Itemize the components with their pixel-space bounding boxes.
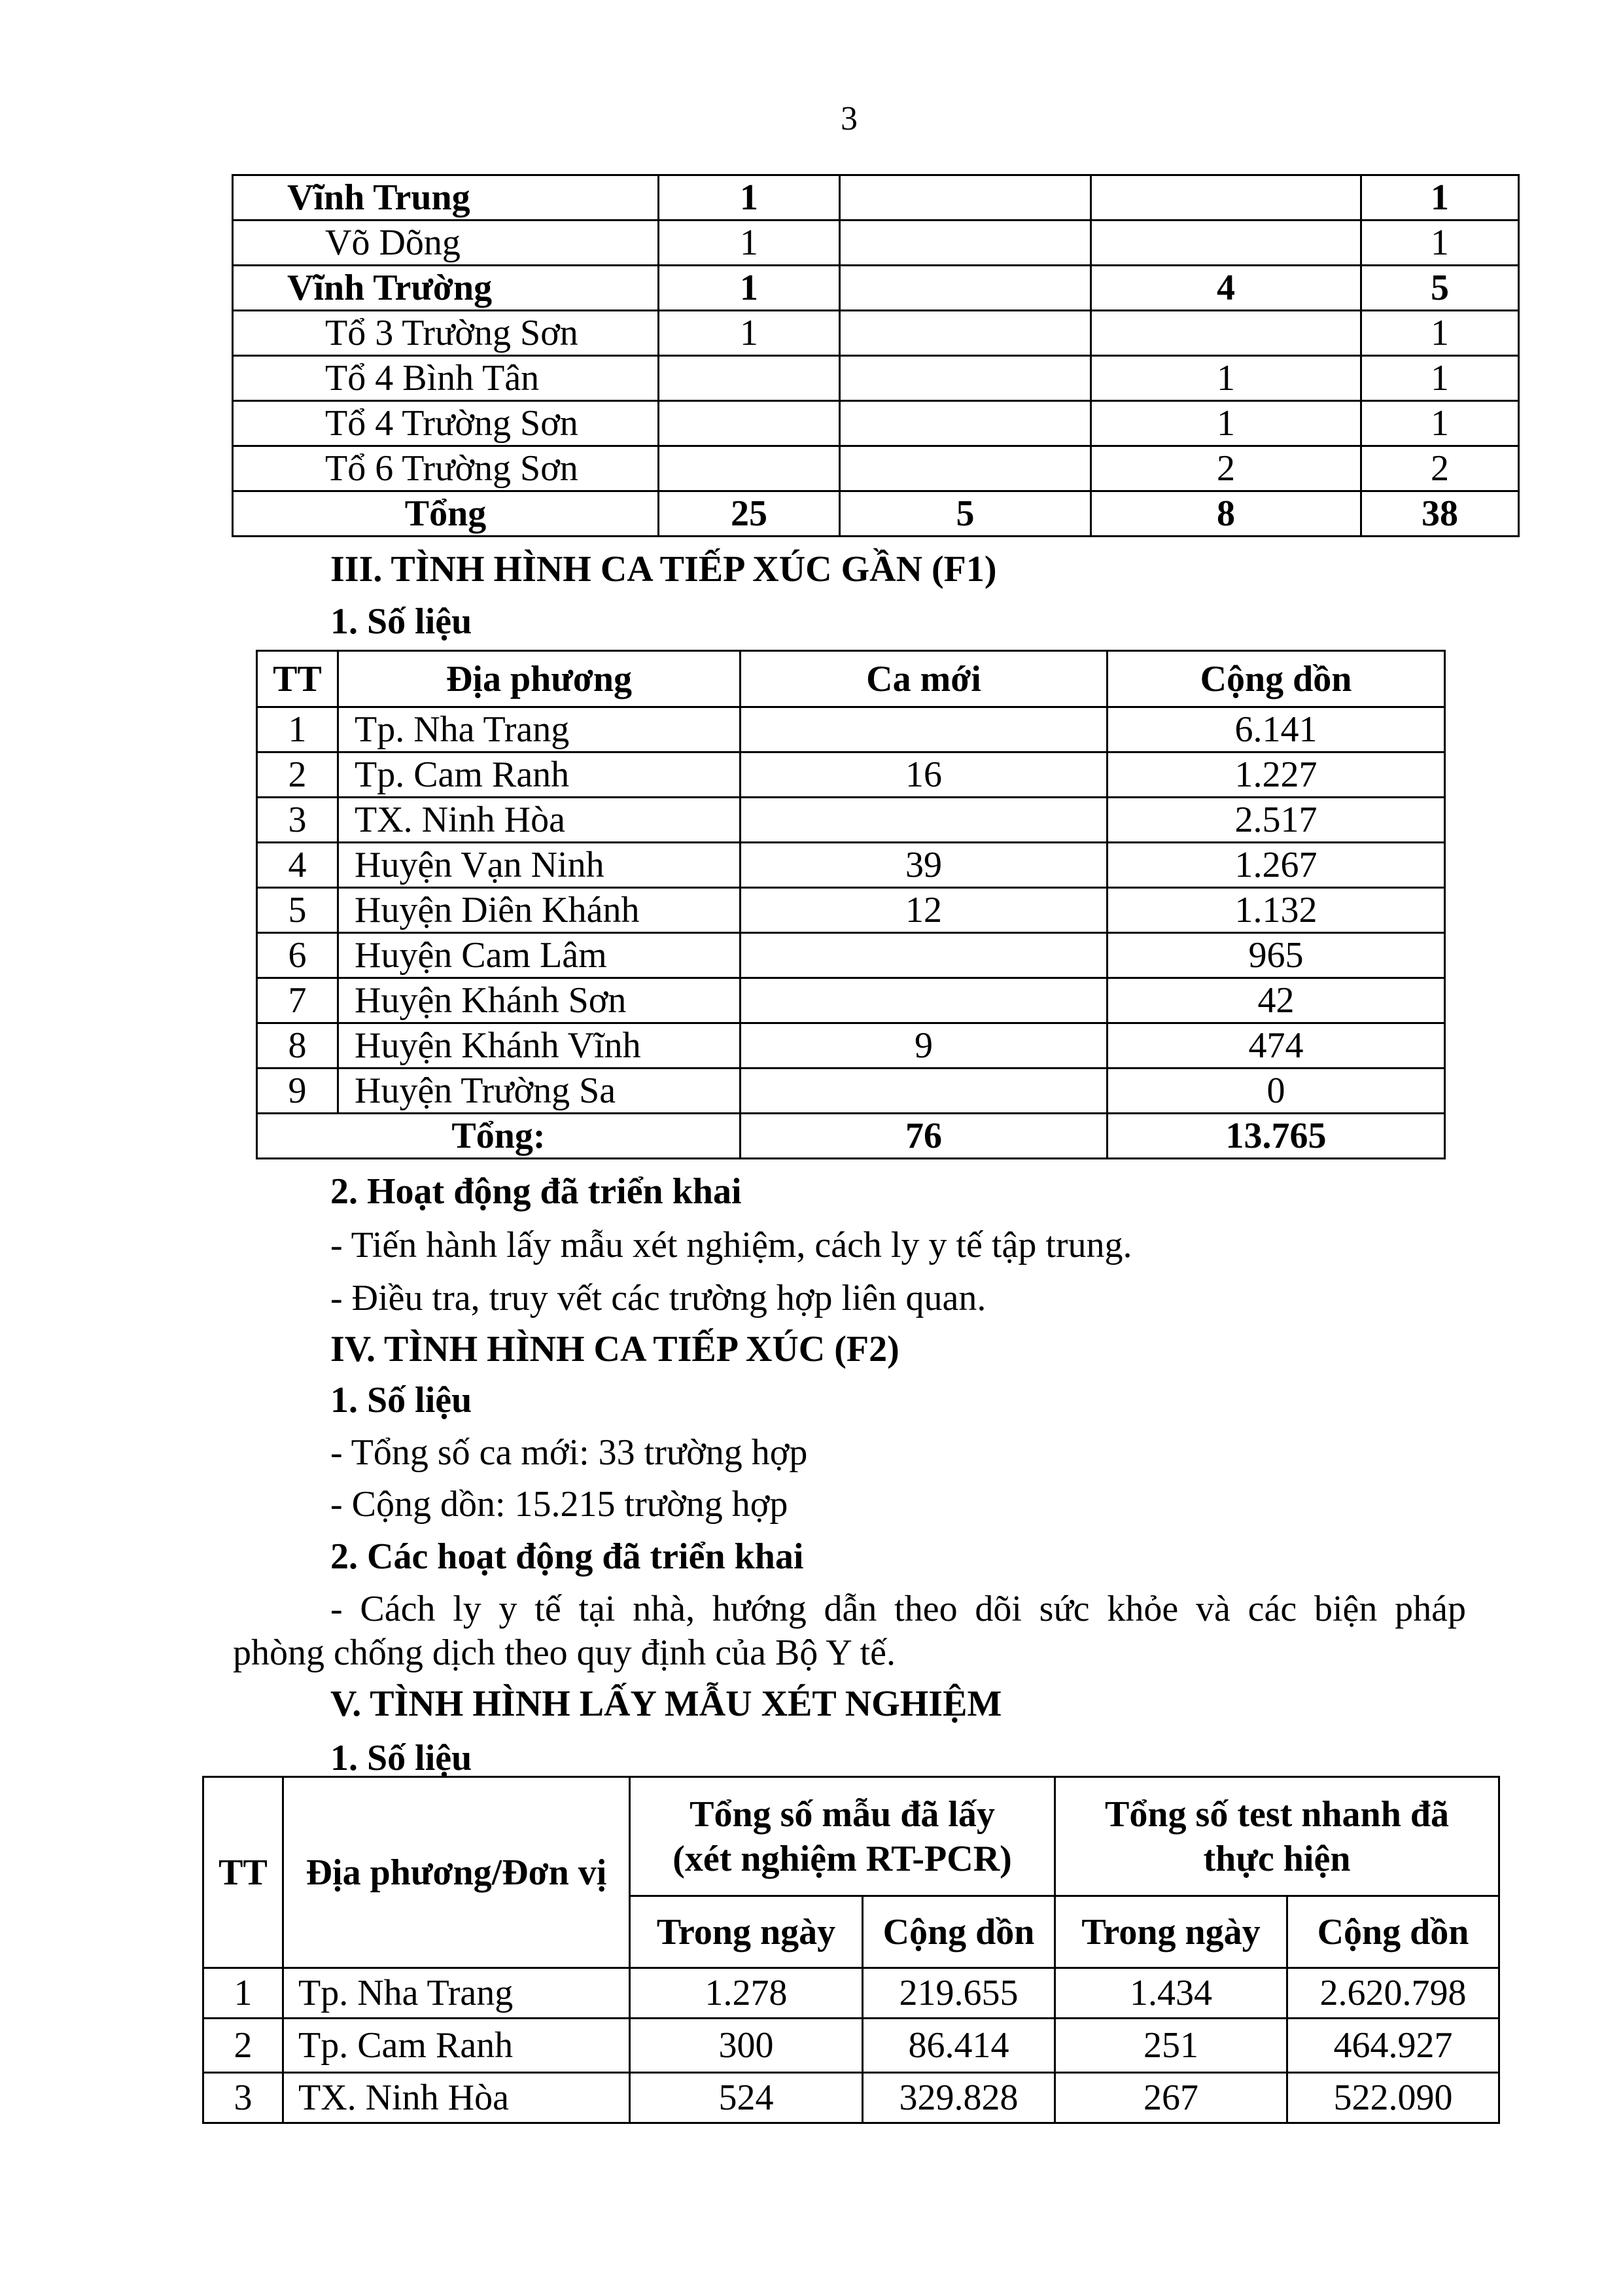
location-name: Huyện Diên Khánh	[338, 888, 741, 933]
row-number: 4	[257, 843, 338, 888]
section-3-subheading-activities: 2. Hoạt động đã triển khai	[330, 1171, 742, 1212]
group-header-line: Tổng số test nhanh đã	[1105, 1793, 1449, 1835]
table-row	[257, 933, 1445, 978]
location-name: Tp. Nha Trang	[283, 1968, 630, 2019]
cell-total: 1	[1361, 175, 1519, 221]
table-row	[233, 221, 1519, 266]
row-number: 3	[257, 798, 338, 843]
cell: 25	[659, 491, 840, 537]
cell	[840, 311, 1091, 356]
cell-total: 38	[1361, 491, 1519, 537]
paragraph-line: phòng chống dịch theo quy định của Bộ Y tế.	[233, 1633, 896, 1673]
pcr-cum: 329.828	[863, 2073, 1055, 2123]
cell-total: 5	[1361, 266, 1519, 311]
cell: 1	[659, 311, 840, 356]
cell: 1	[659, 175, 840, 221]
rt-day: 1.434	[1055, 1968, 1287, 2019]
cell	[1091, 221, 1361, 266]
new-cases-total: 76	[741, 1114, 1108, 1159]
rt-cum: 2.620.798	[1287, 1968, 1499, 2019]
cell	[1091, 311, 1361, 356]
cumulative: 1.267	[1108, 843, 1445, 888]
section-5-subheading-data: 1. Số liệu	[330, 1738, 472, 1778]
pcr-day: 524	[630, 2073, 863, 2123]
column-group-pcr	[630, 1777, 1055, 1896]
cumulative: 2.517	[1108, 798, 1445, 843]
table-row	[257, 1023, 1445, 1069]
subheader-rt-day: Trong ngày	[1055, 1896, 1287, 1968]
column-header-unit: Địa phương/Đơn vị	[283, 1777, 630, 1968]
new-cases	[741, 933, 1108, 978]
section-3-subheading-data: 1. Số liệu	[330, 601, 472, 642]
table-row	[203, 2019, 1499, 2073]
row-number: 1	[257, 707, 338, 752]
row-number: 2	[257, 752, 338, 798]
new-cases	[741, 978, 1108, 1023]
new-cases: 9	[741, 1023, 1108, 1069]
total-label: Tổng	[233, 491, 659, 537]
table-row	[203, 2073, 1499, 2123]
table-row	[257, 843, 1445, 888]
row-number: 2	[203, 2019, 283, 2073]
cell	[1091, 175, 1361, 221]
column-header: Cộng dồn	[1108, 651, 1445, 707]
location-name: Tp. Nha Trang	[338, 707, 741, 752]
location-name: Tổ 3 Trường Sơn	[233, 311, 659, 356]
cell: 1	[1091, 401, 1361, 446]
cumulative: 42	[1108, 978, 1445, 1023]
cell	[840, 175, 1091, 221]
cell	[840, 266, 1091, 311]
table-row	[257, 1069, 1445, 1114]
section-5-heading: V. TÌNH HÌNH LẤY MẪU XÉT NGHIỆM	[330, 1684, 1002, 1724]
column-header-tt: TT	[203, 1777, 283, 1968]
location-name: Tổ 4 Bình Tân	[233, 356, 659, 401]
group-header-line: (xét nghiệm RT-PCR)	[672, 1838, 1012, 1879]
paragraph-line: - Cách ly y tế tại nhà, hướng dẫn theo dõi sức khỏe và các biện pháp	[330, 1589, 1466, 1629]
new-cases	[741, 798, 1108, 843]
subheader-pcr-cum: Cộng dồn	[863, 1896, 1055, 1968]
location-name: TX. Ninh Hòa	[283, 2073, 630, 2123]
table-header-row	[257, 651, 1445, 707]
column-group-rapid-test	[1055, 1777, 1499, 1896]
column-header: TT	[257, 651, 338, 707]
subheader-rt-cum: Cộng dồn	[1287, 1896, 1499, 1968]
location-name: Tp. Cam Ranh	[283, 2019, 630, 2073]
cell-total: 1	[1361, 221, 1519, 266]
table-total-row	[233, 491, 1519, 537]
cumulative: 965	[1108, 933, 1445, 978]
column-header: Địa phương	[338, 651, 741, 707]
cumulative: 474	[1108, 1023, 1445, 1069]
table-row	[233, 446, 1519, 491]
cell	[659, 401, 840, 446]
row-number: 7	[257, 978, 338, 1023]
cumulative: 1.132	[1108, 888, 1445, 933]
location-name: Tp. Cam Ranh	[338, 752, 741, 798]
subheader-pcr-day: Trong ngày	[630, 1896, 863, 1968]
cumulative-total: 13.765	[1108, 1114, 1445, 1159]
cell-total: 1	[1361, 356, 1519, 401]
rt-cum: 464.927	[1287, 2019, 1499, 2073]
bullet-text: - Điều tra, truy vết các trường hợp liên quan.	[330, 1278, 986, 1318]
table-row	[203, 1968, 1499, 2019]
row-number: 9	[257, 1069, 338, 1114]
location-name: Vĩnh Trung	[233, 175, 659, 221]
table-row	[233, 266, 1519, 311]
cell: 1	[659, 221, 840, 266]
cell	[659, 356, 840, 401]
location-name: Huyện Vạn Ninh	[338, 843, 741, 888]
section-4-subheading-data: 1. Số liệu	[330, 1380, 472, 1421]
cumulative: 6.141	[1108, 707, 1445, 752]
page-number: 3	[841, 100, 858, 137]
table-row	[257, 978, 1445, 1023]
cell: 4	[1091, 266, 1361, 311]
row-number: 3	[203, 2073, 283, 2123]
cell: 8	[1091, 491, 1361, 537]
table-row	[233, 311, 1519, 356]
cumulative: 1.227	[1108, 752, 1445, 798]
table-row	[257, 707, 1445, 752]
bullet-text: - Cộng dồn: 15.215 trường hợp	[330, 1484, 788, 1525]
rt-day: 251	[1055, 2019, 1287, 2073]
section-4-heading: IV. TÌNH HÌNH CA TIẾP XÚC (F2)	[330, 1329, 899, 1369]
cumulative: 0	[1108, 1069, 1445, 1114]
new-cases	[741, 707, 1108, 752]
pcr-day: 1.278	[630, 1968, 863, 2019]
location-name: Huyện Trường Sa	[338, 1069, 741, 1114]
section-3-heading: III. TÌNH HÌNH CA TIẾP XÚC GẦN (F1)	[330, 549, 997, 590]
cell	[840, 221, 1091, 266]
new-cases	[741, 1069, 1108, 1114]
cell	[840, 446, 1091, 491]
cell-total: 1	[1361, 401, 1519, 446]
group-header-line: Tổng số mẫu đã lấy	[689, 1793, 995, 1835]
table-row	[257, 888, 1445, 933]
cell-total: 1	[1361, 311, 1519, 356]
table-total-row	[257, 1114, 1445, 1159]
cell: 1	[659, 266, 840, 311]
cell: 2	[1091, 446, 1361, 491]
row-number: 8	[257, 1023, 338, 1069]
row-number: 5	[257, 888, 338, 933]
cases-table	[232, 174, 1520, 537]
table-header-row	[203, 1777, 1499, 1896]
location-name: Võ Dõng	[233, 221, 659, 266]
cell-total: 2	[1361, 446, 1519, 491]
group-header-line: thực hiện	[1203, 1838, 1351, 1879]
row-number: 6	[257, 933, 338, 978]
testing-table	[202, 1776, 1500, 2124]
bullet-text: - Tiến hành lấy mẫu xét nghiệm, cách ly y tế tập trung.	[330, 1225, 1132, 1265]
new-cases: 16	[741, 752, 1108, 798]
cell	[659, 446, 840, 491]
location-name: TX. Ninh Hòa	[338, 798, 741, 843]
rt-cum: 522.090	[1287, 2073, 1499, 2123]
table-row	[233, 356, 1519, 401]
location-name: Vĩnh Trường	[233, 266, 659, 311]
pcr-cum: 219.655	[863, 1968, 1055, 2019]
table-row	[257, 752, 1445, 798]
total-label: Tổng:	[257, 1114, 741, 1159]
table-row	[257, 798, 1445, 843]
cell	[840, 401, 1091, 446]
cell	[840, 356, 1091, 401]
location-name: Huyện Khánh Vĩnh	[338, 1023, 741, 1069]
row-number: 1	[203, 1968, 283, 2019]
section-4-subheading-activities: 2. Các hoạt động đã triển khai	[330, 1536, 804, 1577]
f1-table	[256, 650, 1446, 1159]
table-row	[233, 401, 1519, 446]
new-cases: 12	[741, 888, 1108, 933]
cell: 5	[840, 491, 1091, 537]
cell: 1	[1091, 356, 1361, 401]
rt-day: 267	[1055, 2073, 1287, 2123]
new-cases: 39	[741, 843, 1108, 888]
bullet-text: - Tổng số ca mới: 33 trường hợp	[330, 1432, 808, 1473]
location-name: Huyện Khánh Sơn	[338, 978, 741, 1023]
location-name: Tổ 4 Trường Sơn	[233, 401, 659, 446]
location-name: Tổ 6 Trường Sơn	[233, 446, 659, 491]
pcr-day: 300	[630, 2019, 863, 2073]
pcr-cum: 86.414	[863, 2019, 1055, 2073]
table-row	[233, 175, 1519, 221]
column-header: Ca mới	[741, 651, 1108, 707]
location-name: Huyện Cam Lâm	[338, 933, 741, 978]
